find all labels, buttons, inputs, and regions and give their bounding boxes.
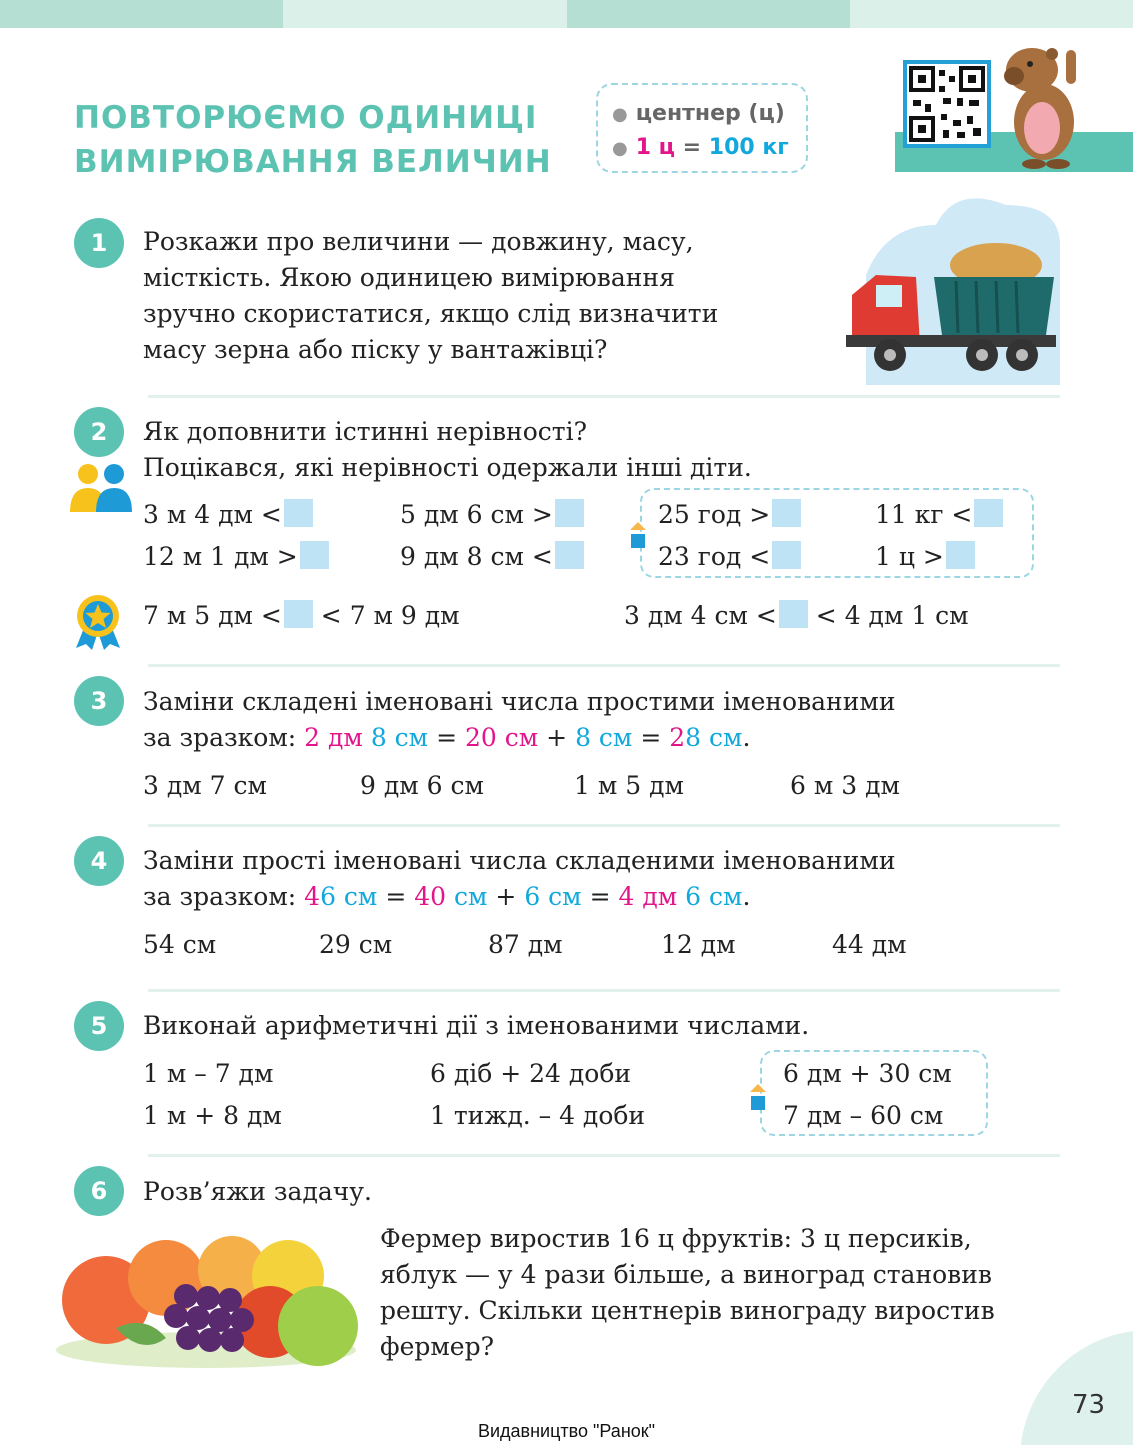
exercise-number-2: 2 [74,407,124,457]
ex4-item-5: 44 дм [832,930,907,959]
dump-truck-illustration [846,185,1060,385]
ex2-item-1-text: 3 м 4 дм < [143,500,282,529]
ex5-grouped-items-frame [760,1050,988,1136]
capybara-mascot-icon [996,40,1084,170]
exercise-number-1: 1 [74,218,124,268]
ex2-item-6 [400,539,584,575]
ex2-star-b-left: 3 дм 4 см < [624,601,777,630]
separator-1 [148,395,1060,398]
ex4-sample-prefix: за зразком: [143,882,305,911]
ex2-item-1 [143,497,313,533]
ex4-sample-part: см [454,882,488,911]
separator-3 [148,824,1060,827]
ex2-line-1: Як доповнити істинні нерівності? [143,417,587,446]
ex2-star-a-left: 7 м 5 дм < [143,601,282,630]
exercise-number-4: 4 [74,836,124,886]
ex4-sample-part: = [385,882,407,911]
ex3-item-3: 1 м 5 дм [574,771,684,800]
ex1-line-1: Розкажи про величини — довжину, масу, [143,227,694,256]
unit-name: центнер (ц) [635,101,785,126]
ex3-item-4: 6 м 3 дм [790,771,900,800]
bullet-icon: ● [612,138,628,159]
ex4-sample-part: 40 [414,882,447,911]
ex5-line-1: Виконай арифметичні дії з іменованими числами. [143,1011,810,1040]
answer-box[interactable] [555,541,584,569]
ex1-line-4: масу зерна або піску у вантажівці? [143,335,608,364]
ex3-sample-part: 8 см [370,723,429,752]
ex2-line-2: Поцікався, які нерівності одержали інші діти. [143,453,752,482]
ex3-sample-part: 8 см [685,723,743,752]
ex2-grouped-items-frame [640,488,1034,578]
ex2-item-3-text: 25 год > [658,500,771,529]
ex4-item-2: 29 см [319,930,393,959]
ex3-item-2: 9 дм 6 см [360,771,484,800]
ex2-item-5 [143,539,329,575]
answer-box[interactable] [284,600,313,628]
level-marker-icon [748,1082,768,1112]
ex1-line-3: зручно скористатися, якщо слід визначити [143,299,719,328]
publisher-credit: Видавництво "Ранок" [477,1421,656,1441]
ex6-problem-line-3: решту. Скільки центнерів винограду виростив [380,1296,995,1325]
ex3-sample-prefix: за зразком: [143,723,305,752]
ex3-sample-part: 20 см [465,723,539,752]
separator-2 [148,664,1060,667]
ex4-sample-part: 6 см [685,882,743,911]
unit-eq-sign: = [682,135,702,160]
page-title-line1: ПОВТОРЮЄМО ОДИНИЦІ [74,100,538,136]
ex4-item-3: 87 дм [488,930,563,959]
ex4-item-4: 12 дм [661,930,736,959]
answer-box[interactable] [300,541,329,569]
ex6-problem-line-1: Фермер виростив 16 ц фруктів: 3 ц персиків, [380,1224,972,1253]
ex4-sample-part: 6 см [320,882,378,911]
ex2-item-2-text: 5 дм 6 см > [400,500,553,529]
ex4-sample-part: + [495,882,517,911]
unit-eq-right: 100 кг [708,135,789,160]
ex3-sample-part: 2 [669,723,686,752]
ex3-sample-part: 8 см [575,723,633,752]
ex3-sample-part: . [742,723,751,752]
ex2-item-2 [400,497,584,533]
ex6-problem-line-4: фермер? [380,1332,495,1361]
ex5-item-6: 7 дм – 60 см [783,1101,944,1130]
ex2-star-item-b [624,598,969,634]
separator-5 [148,1154,1060,1157]
answer-box[interactable] [779,600,808,628]
ex4-item-1: 54 см [143,930,217,959]
ex4-sample-part: 4 дм [618,882,678,911]
ex3-sample-part: 2 дм [304,723,363,752]
ex3-sample-part: = [640,723,662,752]
ex5-item-5: 1 тижд. – 4 доби [430,1101,646,1130]
page-title-line2: ВИМІРЮВАННЯ ВЕЛИЧИН [74,144,552,180]
ex2-item-7-text: 23 год < [658,542,771,571]
bullet-icon: ● [612,104,628,125]
separator-4 [148,989,1060,992]
ex4-sample-line [143,879,750,915]
page-number: 73 [1072,1390,1106,1420]
ex4-sample-part: = [589,882,611,911]
exercise-number-5: 5 [74,1001,124,1051]
answer-box[interactable] [284,499,313,527]
ex4-sample-part: 4 [304,882,321,911]
ex3-sample-line [143,720,750,756]
ex1-line-2: місткість. Якою одиницею вимірювання [143,263,675,292]
ex2-item-5-text: 12 м 1 дм > [143,542,298,571]
ex5-item-3: 6 дм + 30 см [783,1059,952,1088]
ex4-line-1: Заміни прості іменовані числа складеними іменованими [143,846,896,875]
ex3-item-1: 3 дм 7 см [143,771,267,800]
ex5-item-1: 1 м – 7 дм [143,1059,274,1088]
ex4-sample-part: . [742,882,751,911]
page-title [74,96,594,184]
star-medal-icon [72,594,124,650]
ex2-item-8-text: 1 ц > [875,542,944,571]
fruit-basket-illustration [56,1218,362,1368]
ex4-sample-part: 6 см [524,882,582,911]
ex3-sample-part: = [436,723,458,752]
exercise-number-6: 6 [74,1166,124,1216]
ex2-star-b-right: < 4 дм 1 см [815,601,969,630]
unit-eq-left: 1 ц [635,135,675,160]
unit-info-box [596,83,808,173]
qr-code-icon[interactable] [903,60,991,148]
ex6-line-1: Розв’яжи задачу. [143,1177,372,1206]
ex3-sample-part: + [546,723,568,752]
ex5-item-2: 6 діб + 24 доби [430,1059,632,1088]
exercise-number-3: 3 [74,676,124,726]
level-marker-icon [628,520,648,550]
top-color-bar [0,0,1133,28]
answer-box[interactable] [555,499,584,527]
ex3-line-1: Заміни складені іменовані числа простими іменованими [143,687,896,716]
ex5-item-4: 1 м + 8 дм [143,1101,282,1130]
ex6-problem-line-2: яблук — у 4 рази більше, а виноград становив [380,1260,992,1289]
ex2-star-a-right: < 7 м 9 дм [320,601,460,630]
ex2-star-item-a [143,598,460,634]
ex2-item-6-text: 9 дм 8 см < [400,542,553,571]
pair-work-icon [70,462,132,512]
ex2-item-4-text: 11 кг < [875,500,973,529]
